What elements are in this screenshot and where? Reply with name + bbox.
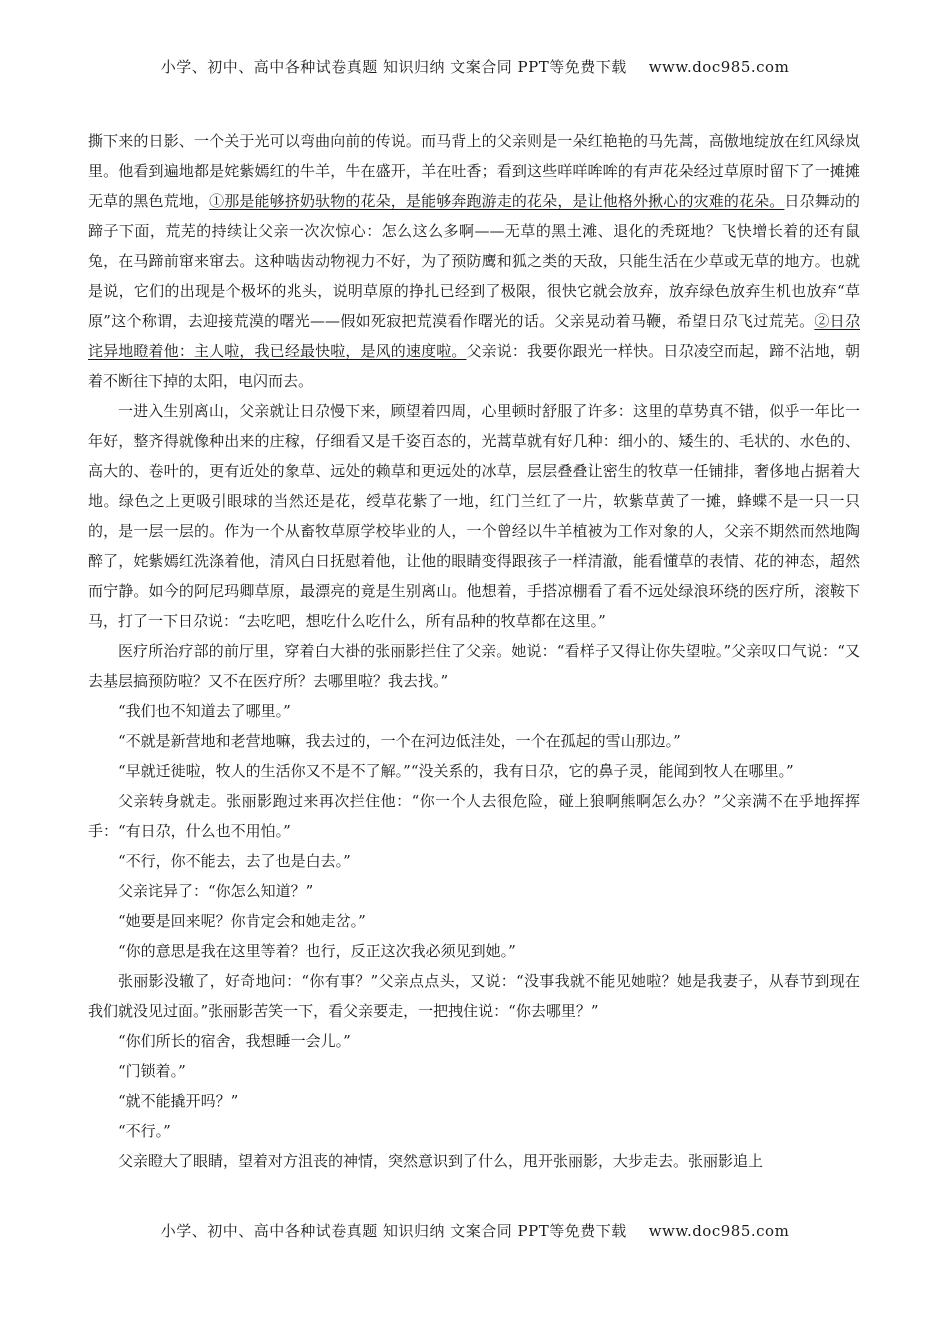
paragraph-10: “她要是回来呢？你肯定会和她走岔。” <box>118 912 366 930</box>
paragraph-14: “门锁着。” <box>118 1062 186 1080</box>
paragraph-1-text-a: 撕下来的日影、一个关于光可以弯曲向前的传说。而马背上的父亲则是一朵红艳艳的马先蒿，高傲地绽放在红风绿岚里。他看到遍地都是姹紫嫣红的牛羊，牛在盛开，羊在吐香；看到这些咩咩哞哞的有声花朵经过草原时留下了一摊摊无草的黑色荒地， <box>88 132 860 210</box>
page-header <box>0 57 950 77</box>
paragraph-11: “你的意思是我在这里等着？也行，反正这次我必须见到她。” <box>118 942 516 960</box>
underlined-sentence-1: ①那是能够挤奶驮物的花朵，是能够奔跑游走的花朵，是让他格外揪心的灾难的花朵。 <box>209 192 785 210</box>
paragraph-1-text-c: 父亲说：我要你跟光一样快。日尕凌空而起，蹄不沾地，朝着不断往下掉的太阳，电闪而去。 <box>88 342 860 390</box>
page-footer <box>0 1221 950 1241</box>
paragraph-16: “不行。” <box>118 1122 171 1140</box>
paragraph-9: 父亲诧异了：“你怎么知道？” <box>118 882 314 900</box>
paragraph-2: 一进入生别离山，父亲就让日尕慢下来，顾望着四周，心里顿时舒服了许多：这里的草势真不错，似乎一年比一年好，整齐得就像种出来的庄稼，仔细看又是千姿百态的，光蒿草就有好几种：细小的、矮生的、毛状的、水色的、高大的、卷叶的，更有近处的象草、远处的赖草和更远处的冰草，层层叠叠让密生的牧草一任铺排，奢侈地占据着大地。绿色之上更吸引眼球的当然还是花，绶草花紫了一地，红门兰红了一片，软紫草黄了一摊，蜂蝶不是一只一只的，是一层一层的。作为一个从畜牧草原学校毕业的人，一个曾经以牛羊植被为工作对象的人，父亲不期然而然地陶醉了，姹紫嫣红洗涤着他，清风白日抚慰着他，让他的眼睛变得跟孩子一样清澈，能看懂草的表情、花的神态，超然而宁静。如今的阿尼玛卿草原，最漂亮的竟是生别离山。他想着，手搭凉棚看了看不远处绿浪环绕的医疗所，滚鞍下马，打了一下日尕说：“去吃吧，想吃什么吃什么，所有品种的牧草都在这里。” <box>88 402 860 630</box>
paragraph-1 <box>88 126 860 396</box>
paragraph-5: “不就是新营地和老营地嘛，我去过的，一个在河边低洼处，一个在孤起的雪山那边。” <box>118 732 681 750</box>
paragraph-4: “我们也不知道去了哪里。” <box>118 702 291 720</box>
paragraph-8: “不行，你不能去，去了也是白去。” <box>118 852 351 870</box>
underlined-sentence-2: ②日尕诧异地瞪着他：主人啦，我已经最快啦，是风的速度啦。 <box>88 312 860 360</box>
paragraph-15: “就不能撬开吗？” <box>118 1092 239 1110</box>
paragraph-6: “早就迁徙啦，牧人的生活你又不是不了解。”“没关系的，我有日尕，它的鼻子灵，能闻到牧人在哪里。” <box>118 762 794 780</box>
header-url[interactable]: www.doc985.com <box>648 58 790 76</box>
header-text: 小学、初中、高中各种试卷真题 知识归纳 文案合同 PPT等免费下载 <box>160 58 627 76</box>
footer-text: 小学、初中、高中各种试卷真题 知识归纳 文案合同 PPT等免费下载 <box>160 1222 627 1240</box>
paragraph-12: 张丽影没辙了，好奇地问：“你有事？”父亲点点头，又说：“没事我就不能见她啦？她是我妻子，从春节到现在我们就没见过面。”张丽影苦笑一下，看父亲要走，一把拽住说：“你去哪里？” <box>88 972 860 1020</box>
article-body <box>88 126 860 1176</box>
paragraph-17: 父亲瞪大了眼睛，望着对方沮丧的神情，突然意识到了什么，甩开张丽影，大步走去。张丽影追上 <box>118 1152 764 1170</box>
paragraph-1-text-b: 日尕舞动的蹄子下面，荒芜的持续让父亲一次次惊心：怎么这么多啊——无草的黑土滩、退化的秃斑地？飞快增长着的还有鼠兔，在马蹄前窜来窜去。这种啮齿动物视力不好，为了预防鹰和狐之类的天敌，只能生活在少草或无草的地方。也就是说，它们的出现是个极坏的兆头，说明草原的挣扎已经到了极限，很快它就会放弃，放弃绿色放弃生机也放弃“草原”这个称谓，去迎接荒漠的曙光——假如死寂把荒漠看作曙光的话。父亲晃动着马鞭，希望日尕飞过荒芜。 <box>88 192 860 330</box>
paragraph-7: 父亲转身就走。张丽影跑过来再次拦住他：“你一个人去很危险，碰上狼啊熊啊怎么办？”父亲满不在乎地挥挥手：“有日尕，什么也不用怕。” <box>88 792 860 840</box>
paragraph-13: “你们所长的宿舍，我想睡一会儿。” <box>118 1032 351 1050</box>
paragraph-3: 医疗所治疗部的前厅里，穿着白大褂的张丽影拦住了父亲。她说：“看样子又得让你失望啦。”父亲叹口气说：“又去基层搞预防啦？又不在医疗所？去哪里啦？我去找。” <box>88 642 860 690</box>
footer-url[interactable]: www.doc985.com <box>648 1222 790 1240</box>
